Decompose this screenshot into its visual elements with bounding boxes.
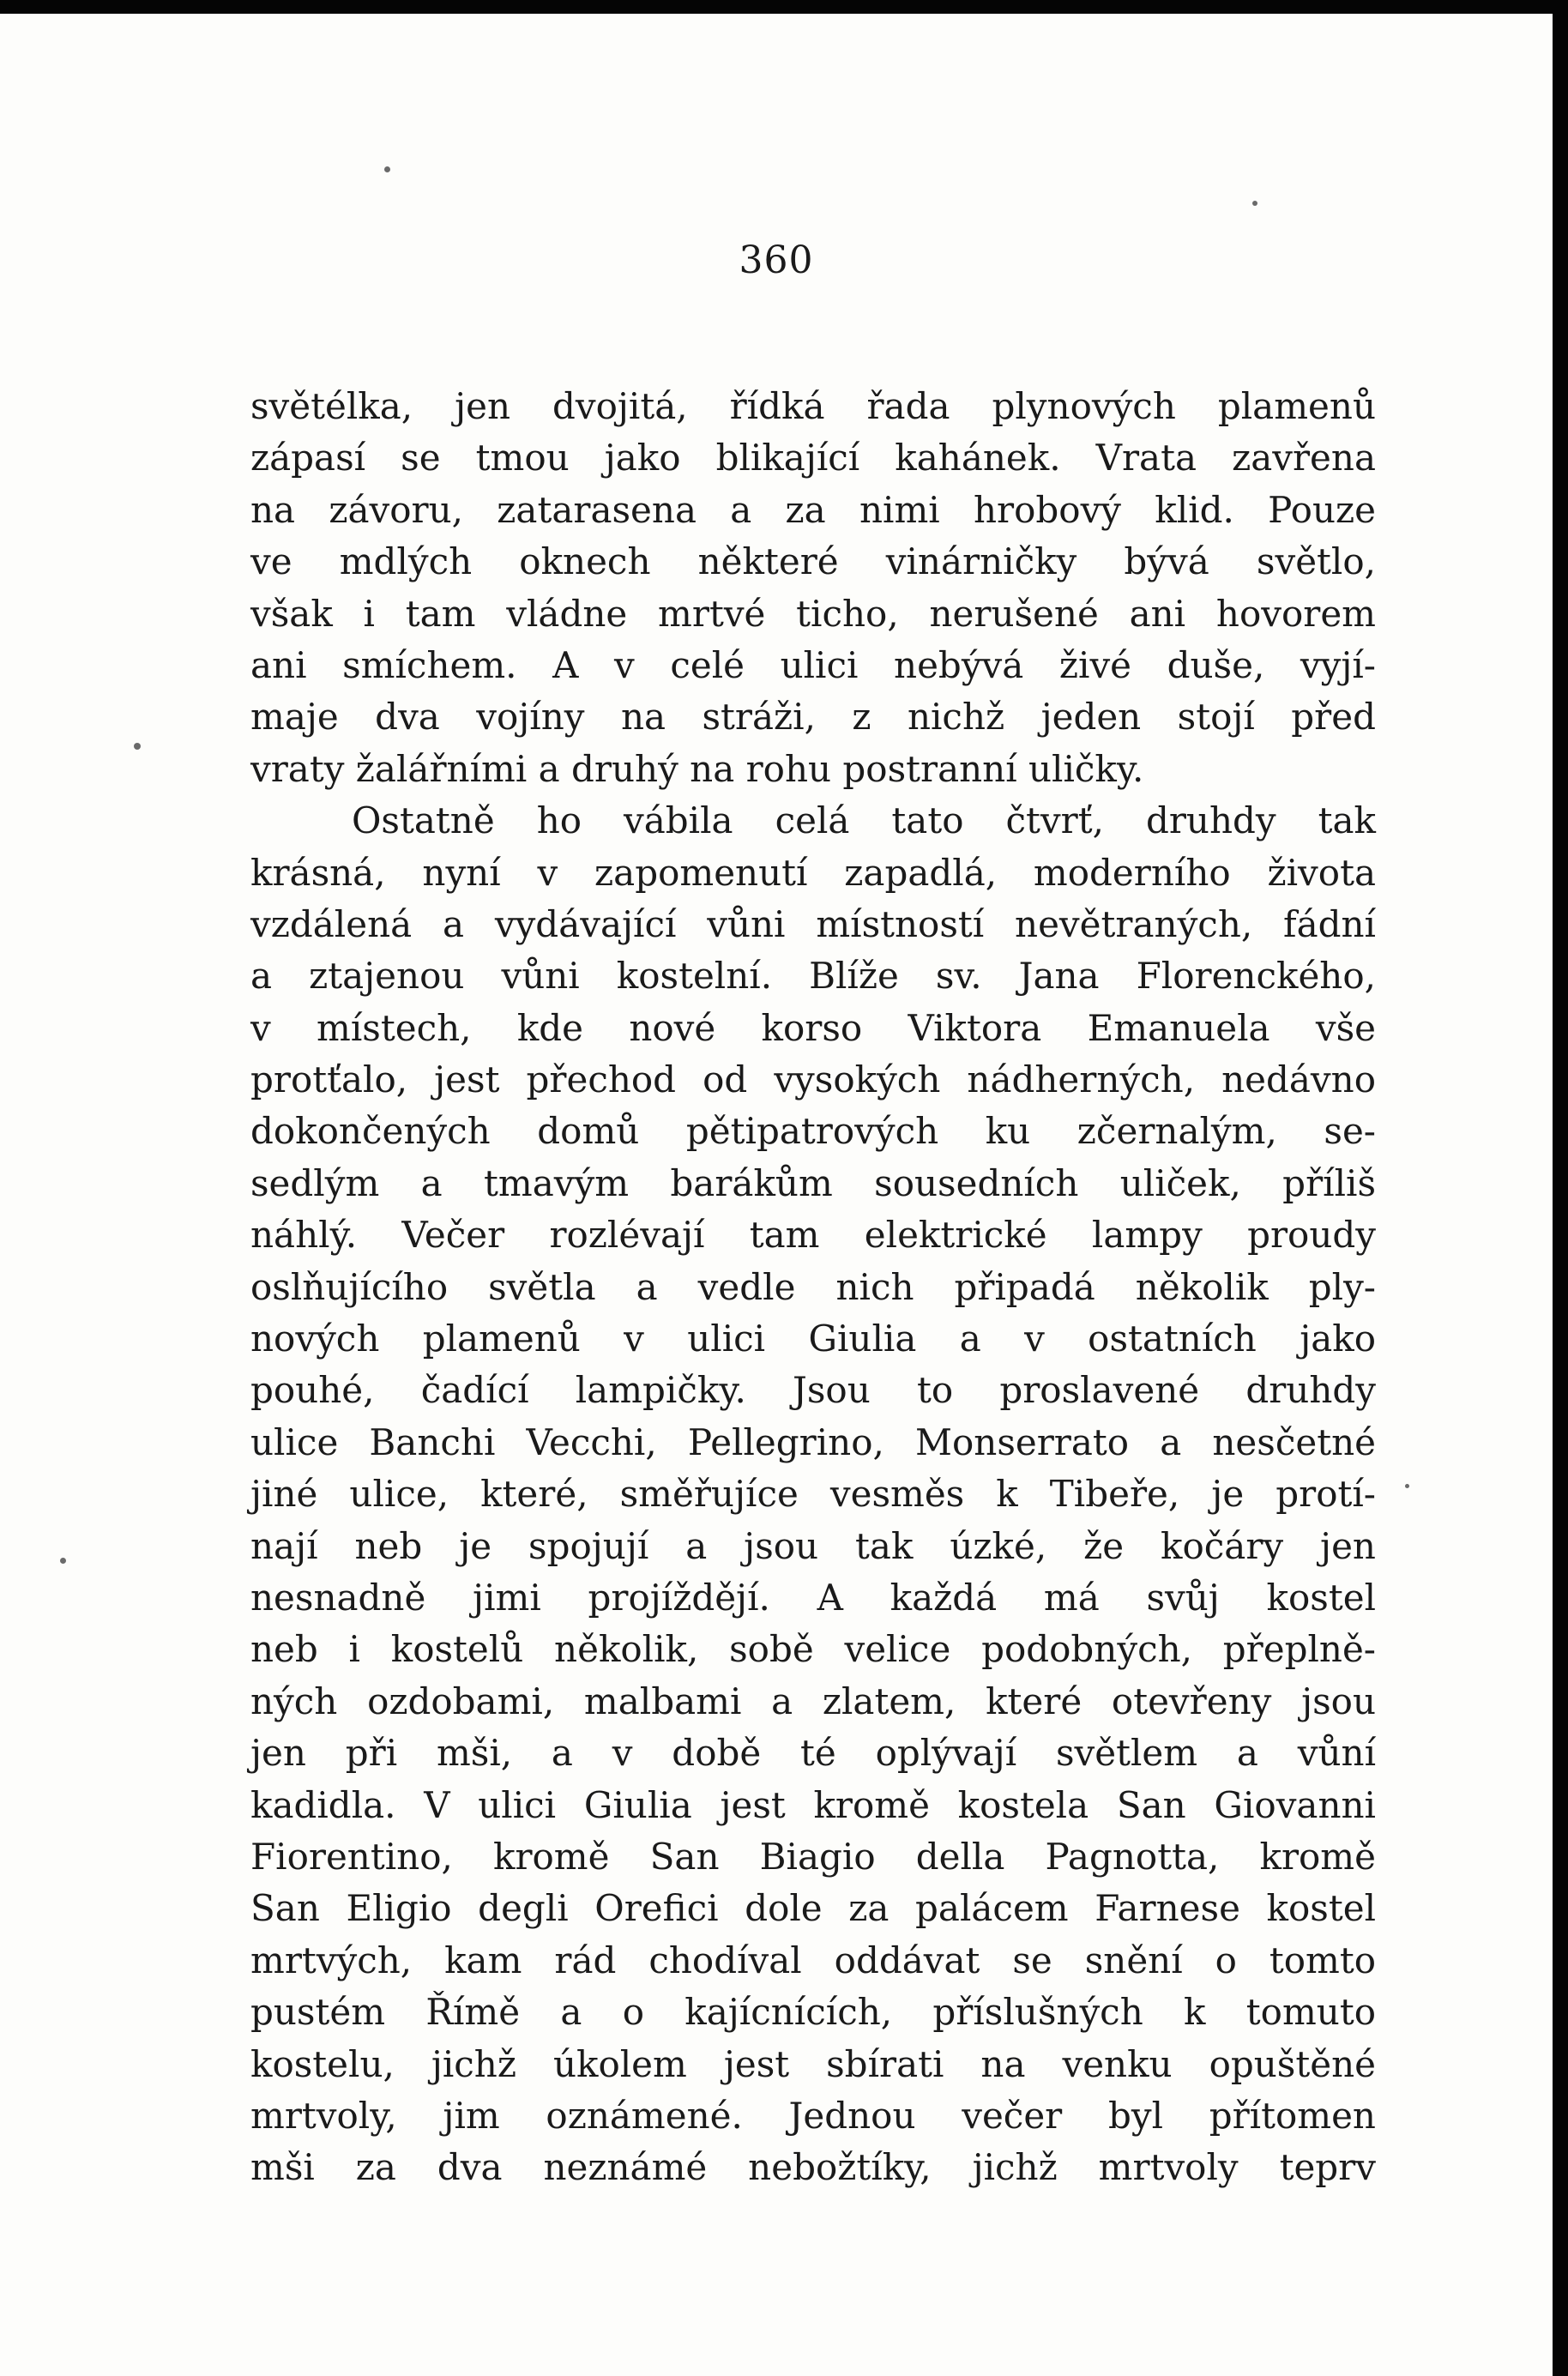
scan-border-top — [0, 0, 1568, 14]
book-page — [0, 14, 1553, 2376]
text-line: San Eligio degli Orefici dole za palácem Farnese kostel — [250, 1887, 1376, 1930]
text-line: pustém Římě a o kajícnících, příslušných k tomuto — [250, 1991, 1376, 2034]
text-line: oslňujícího světla a vedle nich připadá několik ply- — [250, 1265, 1376, 1308]
text-line: na závoru, zatarasena a za nimi hrobový klid. Pouze — [250, 488, 1376, 531]
text-line: zápasí se tmou jako blikající kahánek. Vrata zavřena — [250, 437, 1376, 479]
text-line: nají neb je spojují a jsou tak úzké, že kočáry jen — [250, 1524, 1376, 1567]
text-line: maje dva vojíny na stráži, z nichž jeden stojí před — [250, 696, 1376, 739]
page-number: 360 — [739, 238, 814, 282]
text-line: jen při mši, a v době té oplývají světlem a vůní — [250, 1732, 1376, 1775]
text-line: nových plamenů v ulici Giulia a v ostatních jako — [250, 1318, 1376, 1360]
text-line: vzdálená a vydávající vůni místností nevětraných, fádní — [250, 902, 1376, 945]
text-line: kadidla. V ulici Giulia jest kromě kostela San Giovanni — [250, 1783, 1376, 1826]
scan-border-right — [1553, 0, 1568, 2376]
text-line: však i tam vládne mrtvé ticho, nerušené ani hovorem — [250, 592, 1376, 635]
text-line: neb i kostelů několik, sobě velice podobných, přeplně- — [250, 1628, 1376, 1671]
text-line: jiné ulice, které, směřujíce vesměs k Tibeře, je protí- — [250, 1473, 1376, 1516]
text-line: ve mdlých oknech některé vinárničky bývá světlo, — [250, 540, 1376, 583]
text-line: Ostatně ho vábila celá tato čtvrť, druhdy tak — [352, 799, 1376, 842]
text-line: vraty žalářními a druhý na rohu postranní uličky. — [250, 747, 1144, 790]
scan-speck — [1252, 201, 1257, 206]
scan-speck — [134, 743, 141, 750]
text-line: světélka, jen dvojitá, řídká řada plynových plamenů — [250, 385, 1376, 427]
text-line: krásná, nyní v zapomenutí zapadlá, moderního života — [250, 851, 1376, 894]
body-text — [250, 381, 1376, 2194]
text-line: protťalo, jest přechod od vysokých nádherných, nedávno — [250, 1058, 1376, 1101]
text-line: ani smíchem. A v celé ulici nebývá živé duše, vyjí- — [250, 643, 1376, 686]
text-line: sedlým a tmavým barákům sousedních uliček, příliš — [250, 1161, 1376, 1204]
text-line: v místech, kde nové korso Viktora Emanuela vše — [250, 1006, 1376, 1049]
text-line: kostelu, jichž úkolem jest sbírati na venku opuštěné — [250, 2042, 1376, 2085]
text-line: a ztajenou vůni kostelní. Blíže sv. Jana Florenckého, — [250, 955, 1376, 998]
text-line: ných ozdobami, malbami a zlatem, které otevřeny jsou — [250, 1679, 1376, 1722]
text-line: mrtvých, kam rád chodíval oddávat se snění o tomto — [250, 1939, 1376, 1981]
text-line: náhlý. Večer rozlévají tam elektrické lampy proudy — [250, 1214, 1376, 1257]
text-line: dokončených domů pětipatrových ku zčernalým, se- — [250, 1110, 1376, 1153]
text-line: Fiorentino, kromě San Biagio della Pagnotta, kromě — [250, 1835, 1376, 1878]
text-line: nesnadně jimi projíždějí. A každá má svůj kostel — [250, 1576, 1376, 1619]
scan-speck — [60, 1558, 66, 1564]
text-line: ulice Banchi Vecchi, Pellegrino, Monserrato a nesčetné — [250, 1420, 1376, 1463]
text-line: pouhé, čadící lampičky. Jsou to proslavené druhdy — [250, 1369, 1376, 1412]
text-line: mrtvoly, jim oznámené. Jednou večer byl přítomen — [250, 2094, 1376, 2137]
scan-speck — [384, 166, 390, 172]
scan-speck — [1405, 1484, 1409, 1488]
text-line: mši za dva neznámé nebožtíky, jichž mrtvoly teprv — [250, 2146, 1376, 2189]
